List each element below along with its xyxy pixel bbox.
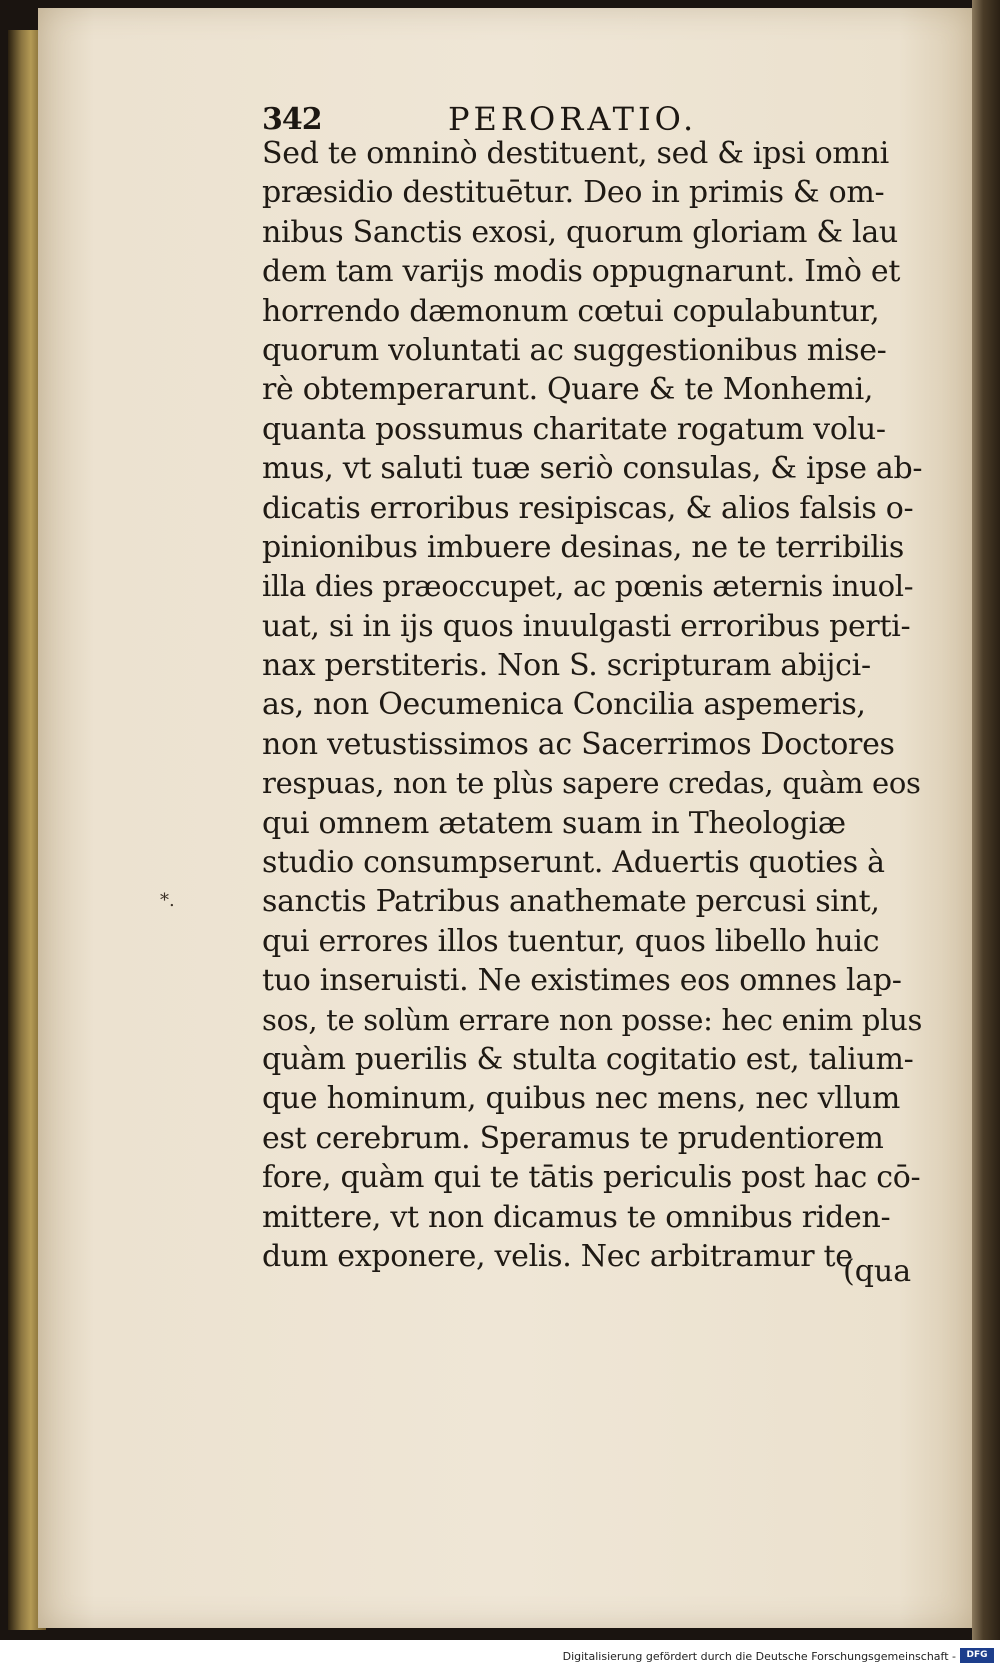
footer-credit: Digitalisierung gefördert durch die Deutsche Forschungsgemeinschaft - xyxy=(562,1650,956,1663)
text-line: quorum voluntati ac suggestionibus mise- xyxy=(262,332,887,368)
text-line: dem tam varijs modis oppugnarunt. Imò et xyxy=(262,254,901,290)
text-line: tuo inseruisti. Ne existimes eos omnes lap- xyxy=(262,963,902,999)
text-line: rè obtemperarunt. Quare & te Monhemi, xyxy=(262,372,874,408)
marginal-mark: *. xyxy=(160,890,175,911)
text-line: mus, vt saluti tuæ seriò consulas, & ipse ab- xyxy=(262,451,923,487)
catchword: (qua xyxy=(843,1254,912,1289)
text-line: studio consumpserunt. Aduertis quoties à xyxy=(262,845,885,881)
text-line: nax perstiteris. Non S. scripturam abijci- xyxy=(262,648,871,684)
text-line: sanctis Patribus anathemate percusi sint, xyxy=(262,884,880,920)
running-head: PERORATIO. xyxy=(448,100,698,138)
body-text xyxy=(262,134,922,1276)
text-line: respuas, non te plùs sapere credas, quàm eos xyxy=(262,766,921,801)
text-line: nibus Sanctis exosi, quorum gloriam & lau xyxy=(262,214,898,250)
text-line: sos, te solùm errare non posse: hec enim plus xyxy=(262,1002,923,1037)
text-line: Sed te omninò destituent, sed & ipsi omni xyxy=(262,136,889,171)
text-line: est cerebrum. Speramus te prudentiorem xyxy=(262,1120,884,1156)
text-line: qui errores illos tuentur, quos libello huic xyxy=(262,923,880,959)
text-line: illa dies præoccupet, ac pœnis æternis inuol- xyxy=(262,569,914,604)
text-line: fore, quàm qui te tātis periculis post hac cō- xyxy=(262,1160,921,1196)
dfg-logo: DFG xyxy=(960,1648,994,1663)
text-line: non vetustissimos ac Sacerrimos Doctores xyxy=(262,726,895,762)
text-line: uat, si in ijs quos inuulgasti erroribus perti- xyxy=(262,608,911,644)
text-line: præsidio destituētur. Deo in primis & om- xyxy=(262,175,885,211)
text-line: mittere, vt non dicamus te omnibus riden- xyxy=(262,1199,891,1235)
text-line: que hominum, quibus nec mens, nec vllum xyxy=(262,1081,901,1117)
text-line: quàm puerilis & stulta cogitatio est, talium- xyxy=(262,1041,914,1077)
text-line: pinionibus imbuere desinas, ne te terribilis xyxy=(262,529,904,565)
text-line: dum exponere, velis. Nec arbitramur te xyxy=(262,1238,853,1274)
text-line: dicatis erroribus resipiscas, & alios falsis o- xyxy=(262,490,914,526)
text-line: qui omnem ætatem suam in Theologiæ xyxy=(262,805,846,841)
text-line: horrendo dæmonum cœtui copulabuntur, xyxy=(262,293,880,329)
page-edge-shadow xyxy=(972,0,1000,1640)
text-line: as, non Oecumenica Concilia aspemeris, xyxy=(262,687,866,723)
page-number: 342 xyxy=(262,102,322,137)
digitization-footer xyxy=(0,1640,1000,1671)
text-line: quanta possumus charitate rogatum volu- xyxy=(262,411,886,447)
